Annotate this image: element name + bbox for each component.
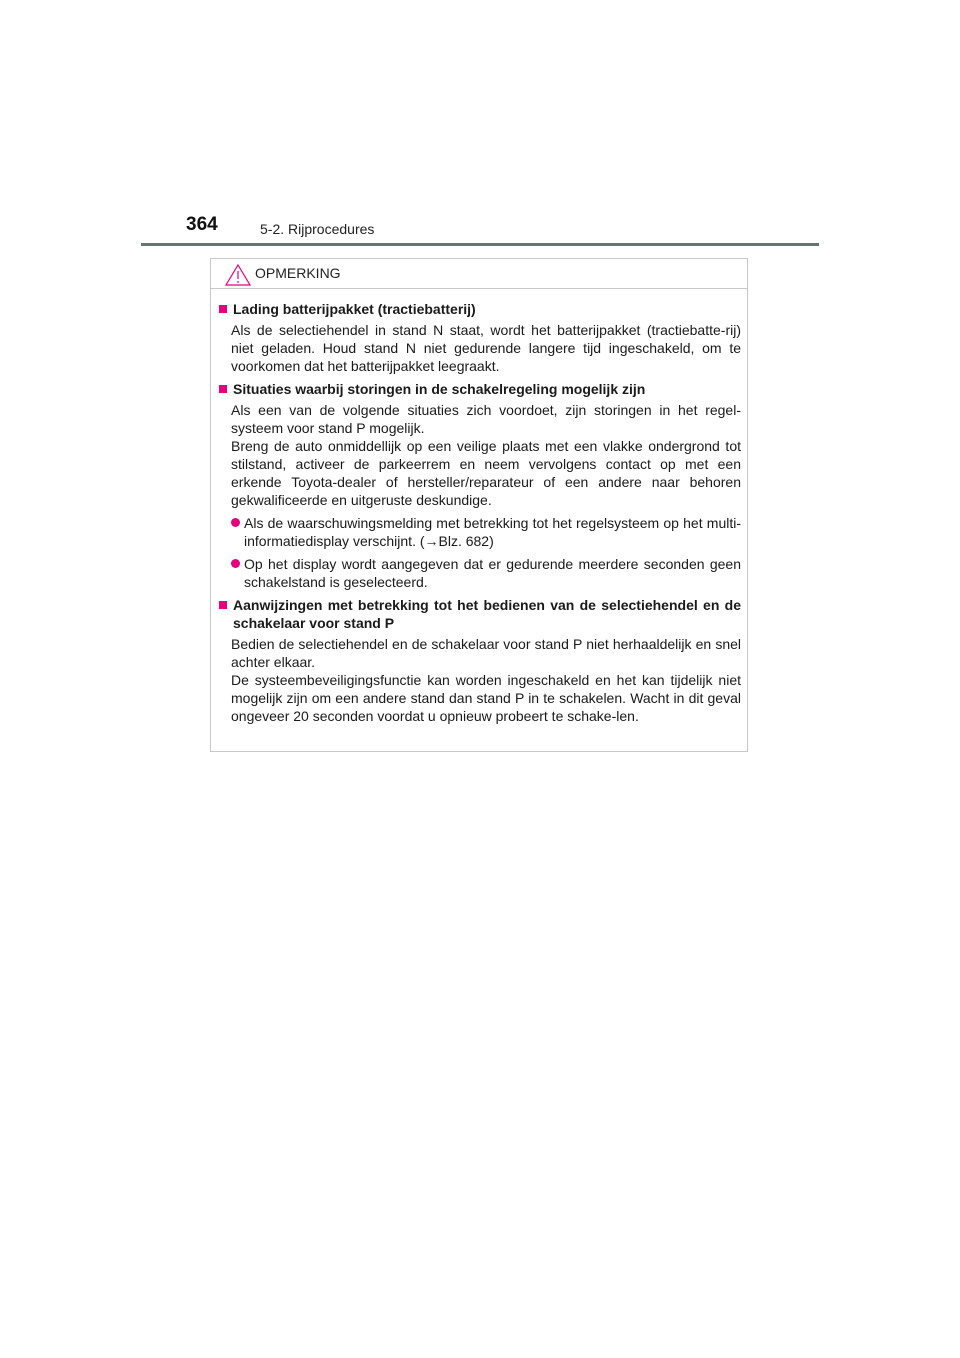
paragraph: Bedien de selectiehendel en de schakelaar voor stand P niet herhaaldelijk en snel achter elkaar. <box>231 636 741 670</box>
round-bullet-icon <box>231 559 240 568</box>
notice-header <box>211 259 747 289</box>
section-battery-charge <box>217 300 741 375</box>
section-heading: Aanwijzingen met betrekking tot het bedienen van de selectiehendel en de schakelaar voor stand P <box>217 596 741 632</box>
paragraph: Breng de auto onmiddellijk op een veilige plaats met een vlakke ondergrond tot stilstand, activeer de parkeerrem en neem vervolgens contact op met een erkende Toyota-dealer of hersteller/reparateur of een andere naar behoren gekwalificeerde en uitgeruste deskundige. <box>231 438 741 508</box>
warning-triangle-icon <box>225 264 251 286</box>
square-bullet-icon <box>219 601 227 609</box>
paragraph: Als een van de volgende situaties zich voordoet, zijn storingen in het regel-systeem voor stand P mogelijk. <box>231 402 741 436</box>
notice-body <box>211 289 747 725</box>
paragraph: Als de selectiehendel in stand N staat, wordt het batterijpakket (tractiebatte-rij) niet geladen. Houd stand N niet gedurende langere tijd ingeschakeld, om te voorkomen dat het batterijpakket leegraakt. <box>231 322 741 374</box>
section-title: 5-2. Rijprocedures <box>260 221 375 237</box>
section-operating-instructions <box>217 596 741 725</box>
page-number: 364 <box>186 214 218 235</box>
section-heading: Lading batterijpakket (tractiebatterij) <box>217 300 741 318</box>
list-item: Op het display wordt aangegeven dat er gedurende meerdere seconden geen schakelstand is geselecteerd. <box>217 555 741 591</box>
section-heading: Situaties waarbij storingen in de schakelregeling mogelijk zijn <box>217 380 741 398</box>
square-bullet-icon <box>219 305 227 313</box>
paragraph: De systeembeveiligingsfunctie kan worden ingeschakeld en het kan tijdelijk niet mogelijk zijn om een andere stand dan stand P in te schakelen. Wacht in dit geval ongeveer 20 seconden voordat u opnieuw probeert te schake-len. <box>231 672 741 724</box>
list-item: Als de waarschuwingsmelding met betrekking tot het regelsysteem op het multi-informatiedisplay verschijnt. (→Blz. 682) <box>217 514 741 550</box>
section-shift-control-malfunction <box>217 380 741 591</box>
notice-box <box>210 258 748 752</box>
square-bullet-icon <box>219 385 227 393</box>
notice-label: OPMERKING <box>255 265 341 281</box>
header-rule <box>141 243 819 246</box>
round-bullet-icon <box>231 518 240 527</box>
